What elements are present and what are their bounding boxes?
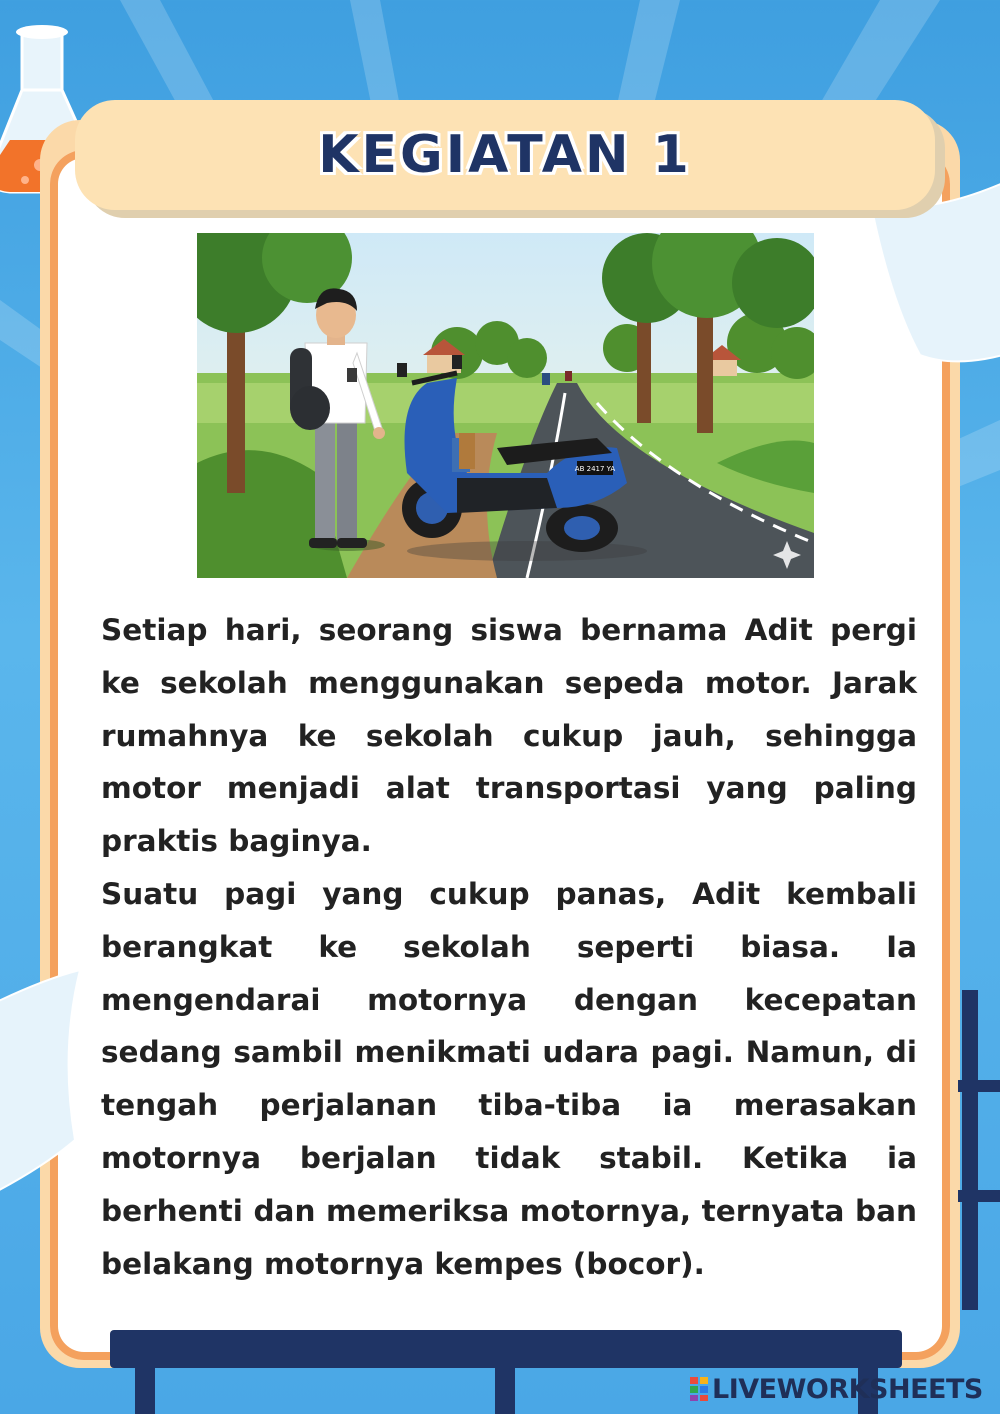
watermark xyxy=(690,1372,983,1406)
story-text xyxy=(101,604,917,1290)
board-leg xyxy=(495,1366,515,1414)
paper-decoration-left xyxy=(0,970,90,1200)
liveworksheets-logo-icon xyxy=(690,1377,708,1401)
rack-decoration xyxy=(958,990,1000,1310)
story-paragraph: Suatu pagi yang cukup panas, Adit kembali berangkat ke sekolah seperti biasa. Ia mengendarai motornya dengan kecepatan sedang sambil menikmati udara pagi. Namun, di tengah perjalanan tiba-tiba ia merasakan motornya berjalan tidak stabil. Ketika ia berhenti dan memeriksa motornya, ternyata ban belakang motornya kempes (bocor). xyxy=(101,876,917,1281)
page-title: KEGIATAN 1 xyxy=(318,125,692,185)
story-illustration xyxy=(197,233,814,578)
watermark-text: LIVEWORKSHEETS xyxy=(712,1373,983,1405)
board-leg xyxy=(135,1366,155,1414)
paper-decoration-right xyxy=(860,180,1000,380)
title-banner xyxy=(75,100,935,210)
board-decoration xyxy=(110,1330,902,1368)
story-paragraph: Setiap hari, seorang siswa bernama Adit pergi ke sekolah menggunakan sepeda motor. Jarak rumahnya ke sekolah cukup jauh, sehingga motor menjadi alat transportasi yang paling praktis baginya. xyxy=(101,613,917,859)
license-plate-text: AB 2417 YA xyxy=(574,465,616,473)
